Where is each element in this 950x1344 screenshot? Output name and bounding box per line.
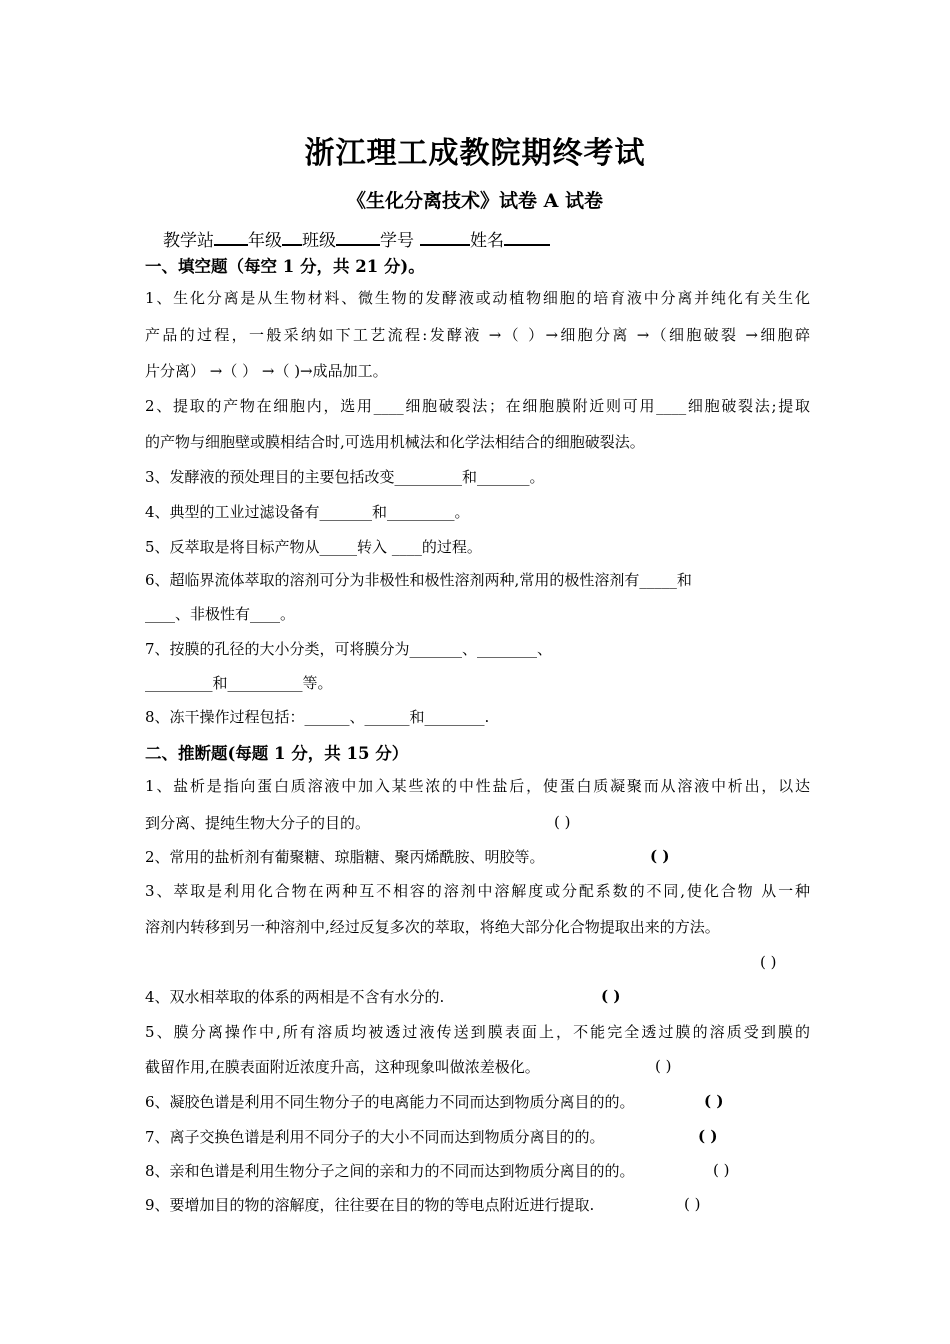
s2-q4-line: 4、双水相萃取的体系的两相是不含有水分的. [145, 988, 445, 1006]
s1-line-2: 产品的过程，一般采纳如下工艺流程:发酵液 →（ ）→细胞分离 →（细胞破裂 →细胞碎 [145, 326, 810, 344]
s2-q3-line-2: 溶剂内转移到另一种溶剂中,经过反复多次的萃取，将绝大部分化合物提取出来的方法。 [145, 918, 720, 936]
s1-line-1: 1、生化分离是从生物材料、微生物的发酵液或动植物细胞的培育液中分离并纯化有关生化 [145, 289, 810, 307]
grade-blank[interactable] [282, 228, 302, 246]
class-blank[interactable] [336, 228, 380, 246]
s1-line-11: 7、按膜的孔径的大小分类，可将膜分为_______、________、 [145, 640, 553, 658]
s1-line-9: 6、超临界流体萃取的溶剂可分为非极性和极性溶剂两种,常用的极性溶剂有_____和 [145, 571, 692, 589]
s2-q3-line-1: 3、萃取是利用化合物在两种互不相容的溶剂中溶解度或分配系数的不同,使化合物 从一种 [145, 882, 810, 900]
student-no-label: 学号 [380, 231, 414, 251]
station-label: 教学站 [163, 231, 214, 251]
grade-label: 年级 [248, 231, 282, 251]
class-label: 班级 [302, 231, 336, 251]
s2-q1-line-2: 到分离、提纯生物大分子的目的。 [145, 814, 371, 832]
q5-answer-paren[interactable]: ( ) [655, 1057, 672, 1075]
exam-title: 浙江理工成教院期终考试 [304, 136, 646, 171]
student-no-blank[interactable] [420, 228, 470, 246]
q2-answer-paren[interactable]: ( ) [650, 847, 670, 865]
s1-line-10: ____、非极性有____。 [145, 605, 296, 623]
s2-q7-line: 7、离子交换色谱是利用不同分子的大小不同而达到物质分离目的的。 [145, 1128, 605, 1146]
station-blank[interactable] [214, 228, 248, 246]
s2-q5-line-1: 5、膜分离操作中,所有溶质均被透过液传送到膜表面上，不能完全透过膜的溶质受到膜的 [145, 1023, 810, 1041]
q9-answer-paren[interactable]: ( ) [684, 1195, 701, 1213]
s1-line-13: 8、冻干操作过程包括：______、______和________. [145, 708, 490, 726]
section2-heading: 二、推断题(每题 1 分，共 15 分） [145, 744, 409, 763]
s1-line-12: _________和__________等。 [145, 674, 333, 692]
s1-line-5: 的产物与细胞壁或膜相结合时,可选用机械法和化学法相结合的细胞破裂法。 [145, 433, 645, 451]
s2-q6-line: 6、凝胶色谱是利用不同生物分子的电离能力不同而达到物质分离目的的。 [145, 1093, 635, 1111]
q4-answer-paren[interactable]: ( ) [601, 987, 621, 1005]
s1-line-3: 片分离） →（ ） →（ )→成品加工。 [145, 362, 388, 380]
s2-q8-line: 8、亲和色谱是利用生物分子之间的亲和力的不同而达到物质分离目的的。 [145, 1162, 635, 1180]
name-label: 姓名 [470, 231, 504, 251]
exam-subtitle: 《生化分离技术》试卷 A 试卷 [347, 190, 603, 212]
q8-answer-paren[interactable]: ( ) [713, 1161, 730, 1179]
s1-line-8: 5、反萃取是将目标产物从_____转入 ____的过程。 [145, 538, 482, 556]
s1-line-7: 4、典型的工业过滤设备有_______和_________。 [145, 503, 470, 521]
q1-answer-paren[interactable]: ( ) [554, 813, 571, 831]
student-info-line [163, 226, 550, 251]
s1-line-6: 3、发酵液的预处理目的主要包括改变_________和_______。 [145, 468, 545, 486]
s2-q2-line: 2、常用的盐析剂有葡聚糖、琼脂糖、聚丙烯酰胺、明胶等。 [145, 848, 545, 866]
s2-q5-line-2: 截留作用,在膜表面附近浓度升高，这种现象叫做浓差极化。 [145, 1058, 540, 1076]
s1-line-4: 2、提取的产物在细胞内，选用____细胞破裂法；在细胞膜附近则可用____细胞破裂法;提取 [145, 397, 810, 415]
q7-answer-paren[interactable]: ( ) [698, 1127, 718, 1145]
name-blank[interactable] [504, 228, 550, 246]
q6-answer-paren[interactable]: ( ) [704, 1092, 724, 1110]
q3-answer-paren[interactable]: ( ) [760, 953, 777, 971]
s2-q1-line-1: 1、盐析是指向蛋白质溶液中加入某些浓的中性盐后，使蛋白质凝聚而从溶液中析出，以达 [145, 777, 810, 795]
s2-q9-line: 9、要增加目的物的溶解度，往往要在目的物的等电点附近进行提取. [145, 1196, 595, 1214]
section1-heading: 一、填空题（每空 1 分，共 21 分)。 [145, 257, 425, 276]
